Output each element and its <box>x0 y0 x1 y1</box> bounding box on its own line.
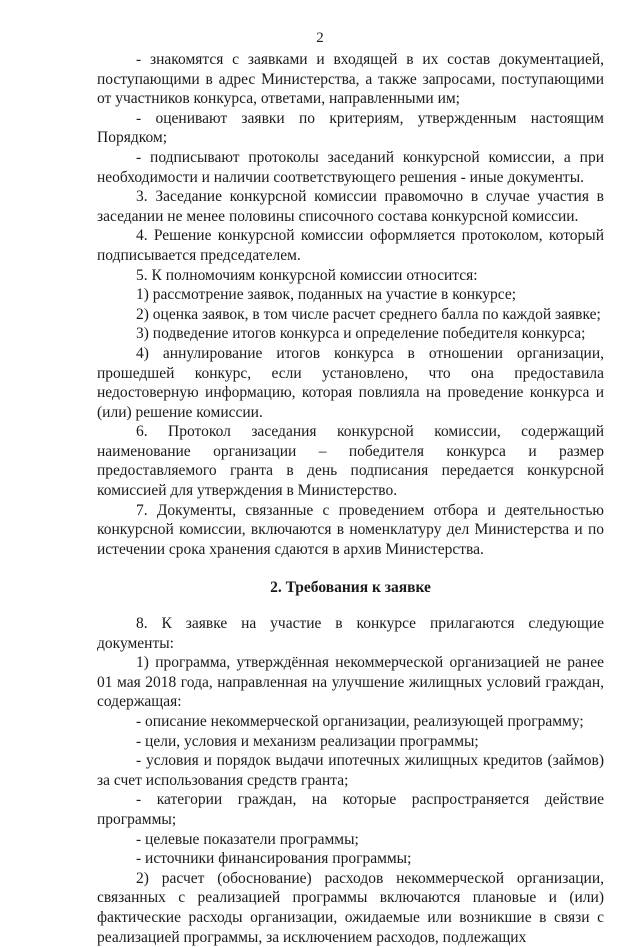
paragraph: - оценивают заявки по критериям, утвержденным настоящим Порядком; <box>97 109 604 147</box>
list-item: - целевые показатели программы; <box>136 830 359 848</box>
paragraph: 7. Документы, связанные с проведением отбора и деятельностью конкурсной комиссии, включаются в номенклатуру дел Министерства и по истечении срока хранения сдаются в архив Министерства. <box>97 501 604 558</box>
paragraph: 6. Протокол заседания конкурсной комиссии, содержащий наименование организации – победителя конкурса и размер предоставляемого гранта в день подписания передается конкурсной комиссией для утверждения в Министерство. <box>97 423 604 500</box>
section-heading: 2. Требования к заявке <box>270 579 431 597</box>
list-item: 2) расчет (обоснование) расходов некоммерческой организации, связанных с реализацией программы включаются плановые и (или) фактические расходы организации, ожидаемые или возникшие в связи с реализацией программы, за исключением расходов, подлежащих <box>97 869 604 946</box>
list-item: 3) подведение итогов конкурса и определение победителя конкурса; <box>136 325 586 343</box>
list-item: - источники финансирования программы; <box>136 850 412 868</box>
paragraph: 4. Решение конкурсной комиссии оформляется протоколом, который подписывается председателем. <box>97 227 604 264</box>
list-item: 1) программа, утверждённая некоммерческой организацией не ранее 01 мая 2018 года, направленная на улучшение жилищных условий граждан, содержащая: <box>97 654 604 711</box>
list-item: - описание некоммерческой организации, реализующей программу; <box>136 713 584 730</box>
list-item: 2) оценка заявок, в том числе расчет среднего балла по каждой заявке; <box>136 305 601 323</box>
list-item: 1) рассмотрение заявок, поданных на участие в конкурсе; <box>136 286 517 304</box>
list-item: - цели, условия и механизм реализации программы; <box>136 732 479 750</box>
page-number: 2 <box>316 30 324 46</box>
paragraph: - знакомятся с заявками и входящей в их состав документацией, поступающими в адрес Министерства, а также запросами, поступающими от участников конкурса, ответами, направленными им; <box>97 51 604 108</box>
list-item: 4) аннулирование итогов конкурса в отношении организации, прошедшей конкурс, если установлено, что она предоставила недостоверную информацию, которая повлияла на проведение конкурса и (или) решение комиссии. <box>97 344 604 421</box>
list-item: - условия и порядок выдачи ипотечных жилищных кредитов (займов) за счет использования средств гранта; <box>97 752 604 789</box>
paragraph: - подписывают протоколы заседаний конкурсной комиссии, а при необходимости и наличии соответствующего решения - иные документы. <box>97 148 604 186</box>
list-item: - категории граждан, на которые распространяется действие программы; <box>97 791 604 828</box>
paragraph: 8. К заявке на участие в конкурсе прилагаются следующие документы: <box>97 615 604 652</box>
document-body <box>97 50 604 947</box>
paragraph: 3. Заседание конкурсной комиссии правомочно в случае участия в заседании не менее половины списочного состава конкурсной комиссии. <box>97 188 604 225</box>
paragraph: 5. К полномочиям конкурсной комиссии относится: <box>136 266 478 284</box>
